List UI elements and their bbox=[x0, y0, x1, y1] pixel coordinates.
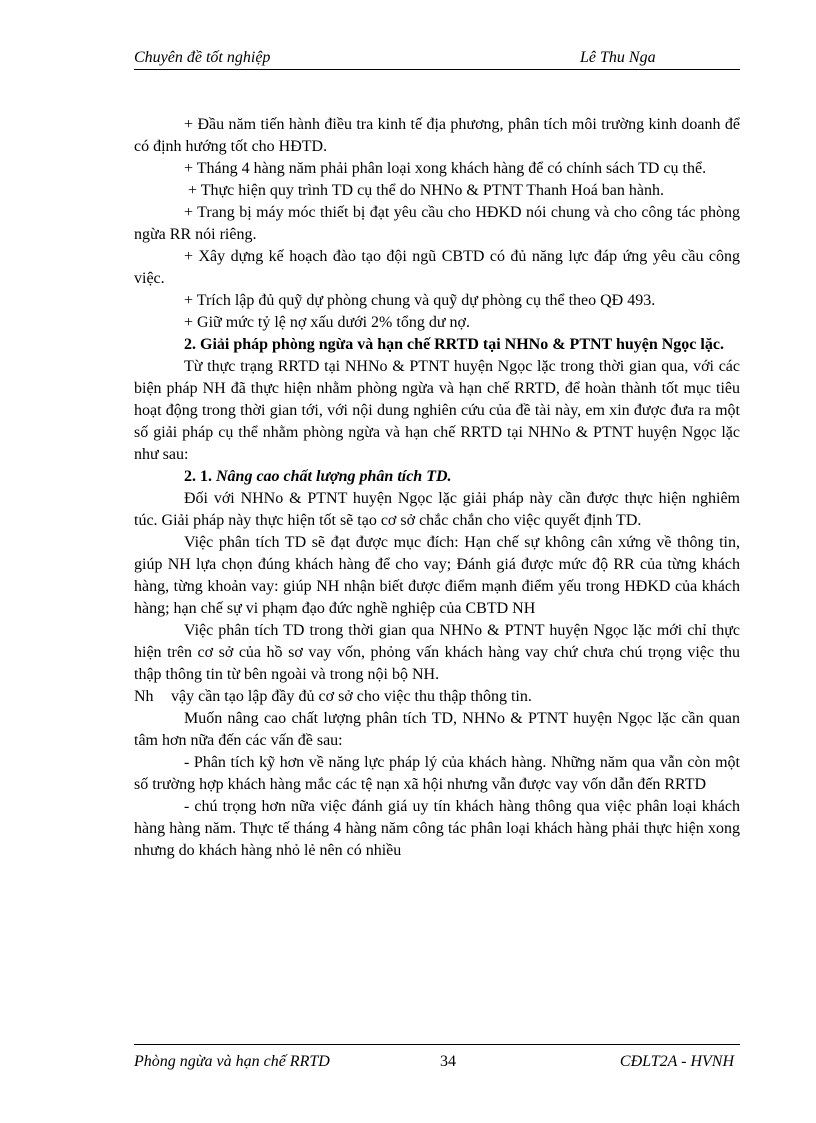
bullet-reserve: + Trích lập đủ quỹ dự phòng chung và quỹ dự phòng cụ thể theo QĐ 493. bbox=[184, 292, 656, 309]
bullet-procedure: + Thực hiện quy trình TD cụ thể do NHNo & PTNT Thanh Hoá ban hành. bbox=[188, 182, 664, 199]
section-heading: 2. Giải pháp phòng ngừa và hạn chế RRTD tại NHNo & PTNT huyện Ngọc lặc. bbox=[184, 336, 724, 353]
footer-topic: Phòng ngừa và hạn chế RRTD bbox=[134, 1053, 330, 1070]
section-intro: Từ thực trạng RRTD tại NHNo & PTNT huyện Ngọc lặc trong thời gian qua, với các biện pháp NH đã thực hiện nhằm phòng ngừa và hạn chế RRTD, để hoàn thành tốt mục tiêu hoạt động trong thời gian tới, với nội dung nghiên cứu của đề tài này, em xin được đưa ra một số giải pháp cụ thể nhằm phòng ngừa và hạn chế RRTD tại NHNo & PTNT huyện Ngọc lặc như sau: bbox=[134, 358, 740, 463]
page-number: 34 bbox=[440, 1053, 456, 1070]
header-document-type: Chuyên đề tốt nghiệp bbox=[134, 49, 271, 66]
bullet-classify: + Tháng 4 hàng năm phải phân loại xong khách hàng để có chính sách TD cụ thể. bbox=[184, 160, 707, 177]
bullet-survey: + Đầu năm tiến hành điều tra kinh tế địa phương, phân tích môi trường kinh doanh để có định hướng tốt cho HĐTD. bbox=[134, 116, 740, 155]
dash-item-legal: - Phân tích kỹ hơn về năng lực pháp lý của khách hàng. Những năm qua vẫn còn một số trường hợp khách hàng mắc các tệ nạn xã hội nhưng vẫn được vay vốn dẫn đến RRTD bbox=[134, 754, 740, 793]
subsection-number: 2. 1. bbox=[184, 468, 212, 485]
page-body bbox=[134, 114, 740, 862]
paragraph-2: Việc phân tích TD sẽ đạt được mục đích: Hạn chế sự không cân xứng về thông tin, giúp NH lựa chọn đúng khách hàng để cho vay; Đánh giá được mức độ RR của từng khách hàng, từng khoản vay: giúp NH nhận biết được điểm mạnh điểm yếu trong HĐKD của khách hàng; hạn chế sự vi phạm đạo đức nghề nghiệp của CBTD NH bbox=[134, 534, 740, 617]
margin-label: Nh bbox=[134, 688, 154, 705]
paragraph-3: Việc phân tích TD trong thời gian qua NHNo & PTNT huyện Ngọc lặc mới chỉ thực hiện trên cơ sở của hồ sơ vay vốn, phỏng vấn khách hàng vay chứ chưa chú trọng việc thu thập thông tin từ bên ngoài và trong nội bộ NH. bbox=[134, 622, 740, 683]
paragraph-1: Đối với NHNo & PTNT huyện Ngọc lặc giải pháp này cần được thực hiện nghiêm túc. Giải pháp này thực hiện tốt sẽ tạo cơ sở chắc chắn cho việc quyết định TD. bbox=[134, 490, 740, 529]
page-footer bbox=[134, 1053, 740, 1075]
paragraph-3-tail-text: vậy cần tạo lập đầy đủ cơ sở cho việc thu thập thông tin. bbox=[171, 688, 532, 705]
subsection-heading bbox=[134, 466, 740, 488]
footer-divider bbox=[134, 1044, 740, 1045]
header-author: Lê Thu Nga bbox=[580, 49, 656, 66]
bullet-bad-debt: + Giữ mức tỷ lệ nợ xấu dưới 2% tổng dư nợ. bbox=[184, 314, 470, 331]
paragraph-4: Muốn nâng cao chất lượng phân tích TD, NHNo & PTNT huyện Ngọc lặc cần quan tâm hơn nữa đến các vấn đề sau: bbox=[134, 710, 740, 749]
dash-item-credibility: - chú trọng hơn nữa việc đánh giá uy tín khách hàng thông qua việc phân loại khách hàng hàng năm. Thực tế tháng 4 hàng năm công tác phân loại khách hàng phải thực hiện xong nhưng do khách hàng nhỏ lẻ nên có nhiều bbox=[134, 798, 740, 859]
bullet-equipment: + Trang bị máy móc thiết bị đạt yêu cầu cho HĐKD nói chung và cho công tác phòng ngừa RR nói riêng. bbox=[134, 204, 740, 243]
footer-class: CĐLT2A - HVNH bbox=[619, 1053, 734, 1070]
subsection-title: Nâng cao chất lượng phân tích TD. bbox=[216, 468, 452, 485]
paragraph-3-tail bbox=[134, 686, 740, 708]
page-header bbox=[134, 49, 740, 70]
bullet-training: + Xây dựng kế hoạch đào tạo đội ngũ CBTD có đủ năng lực đáp ứng yêu cầu công việc. bbox=[134, 248, 740, 287]
